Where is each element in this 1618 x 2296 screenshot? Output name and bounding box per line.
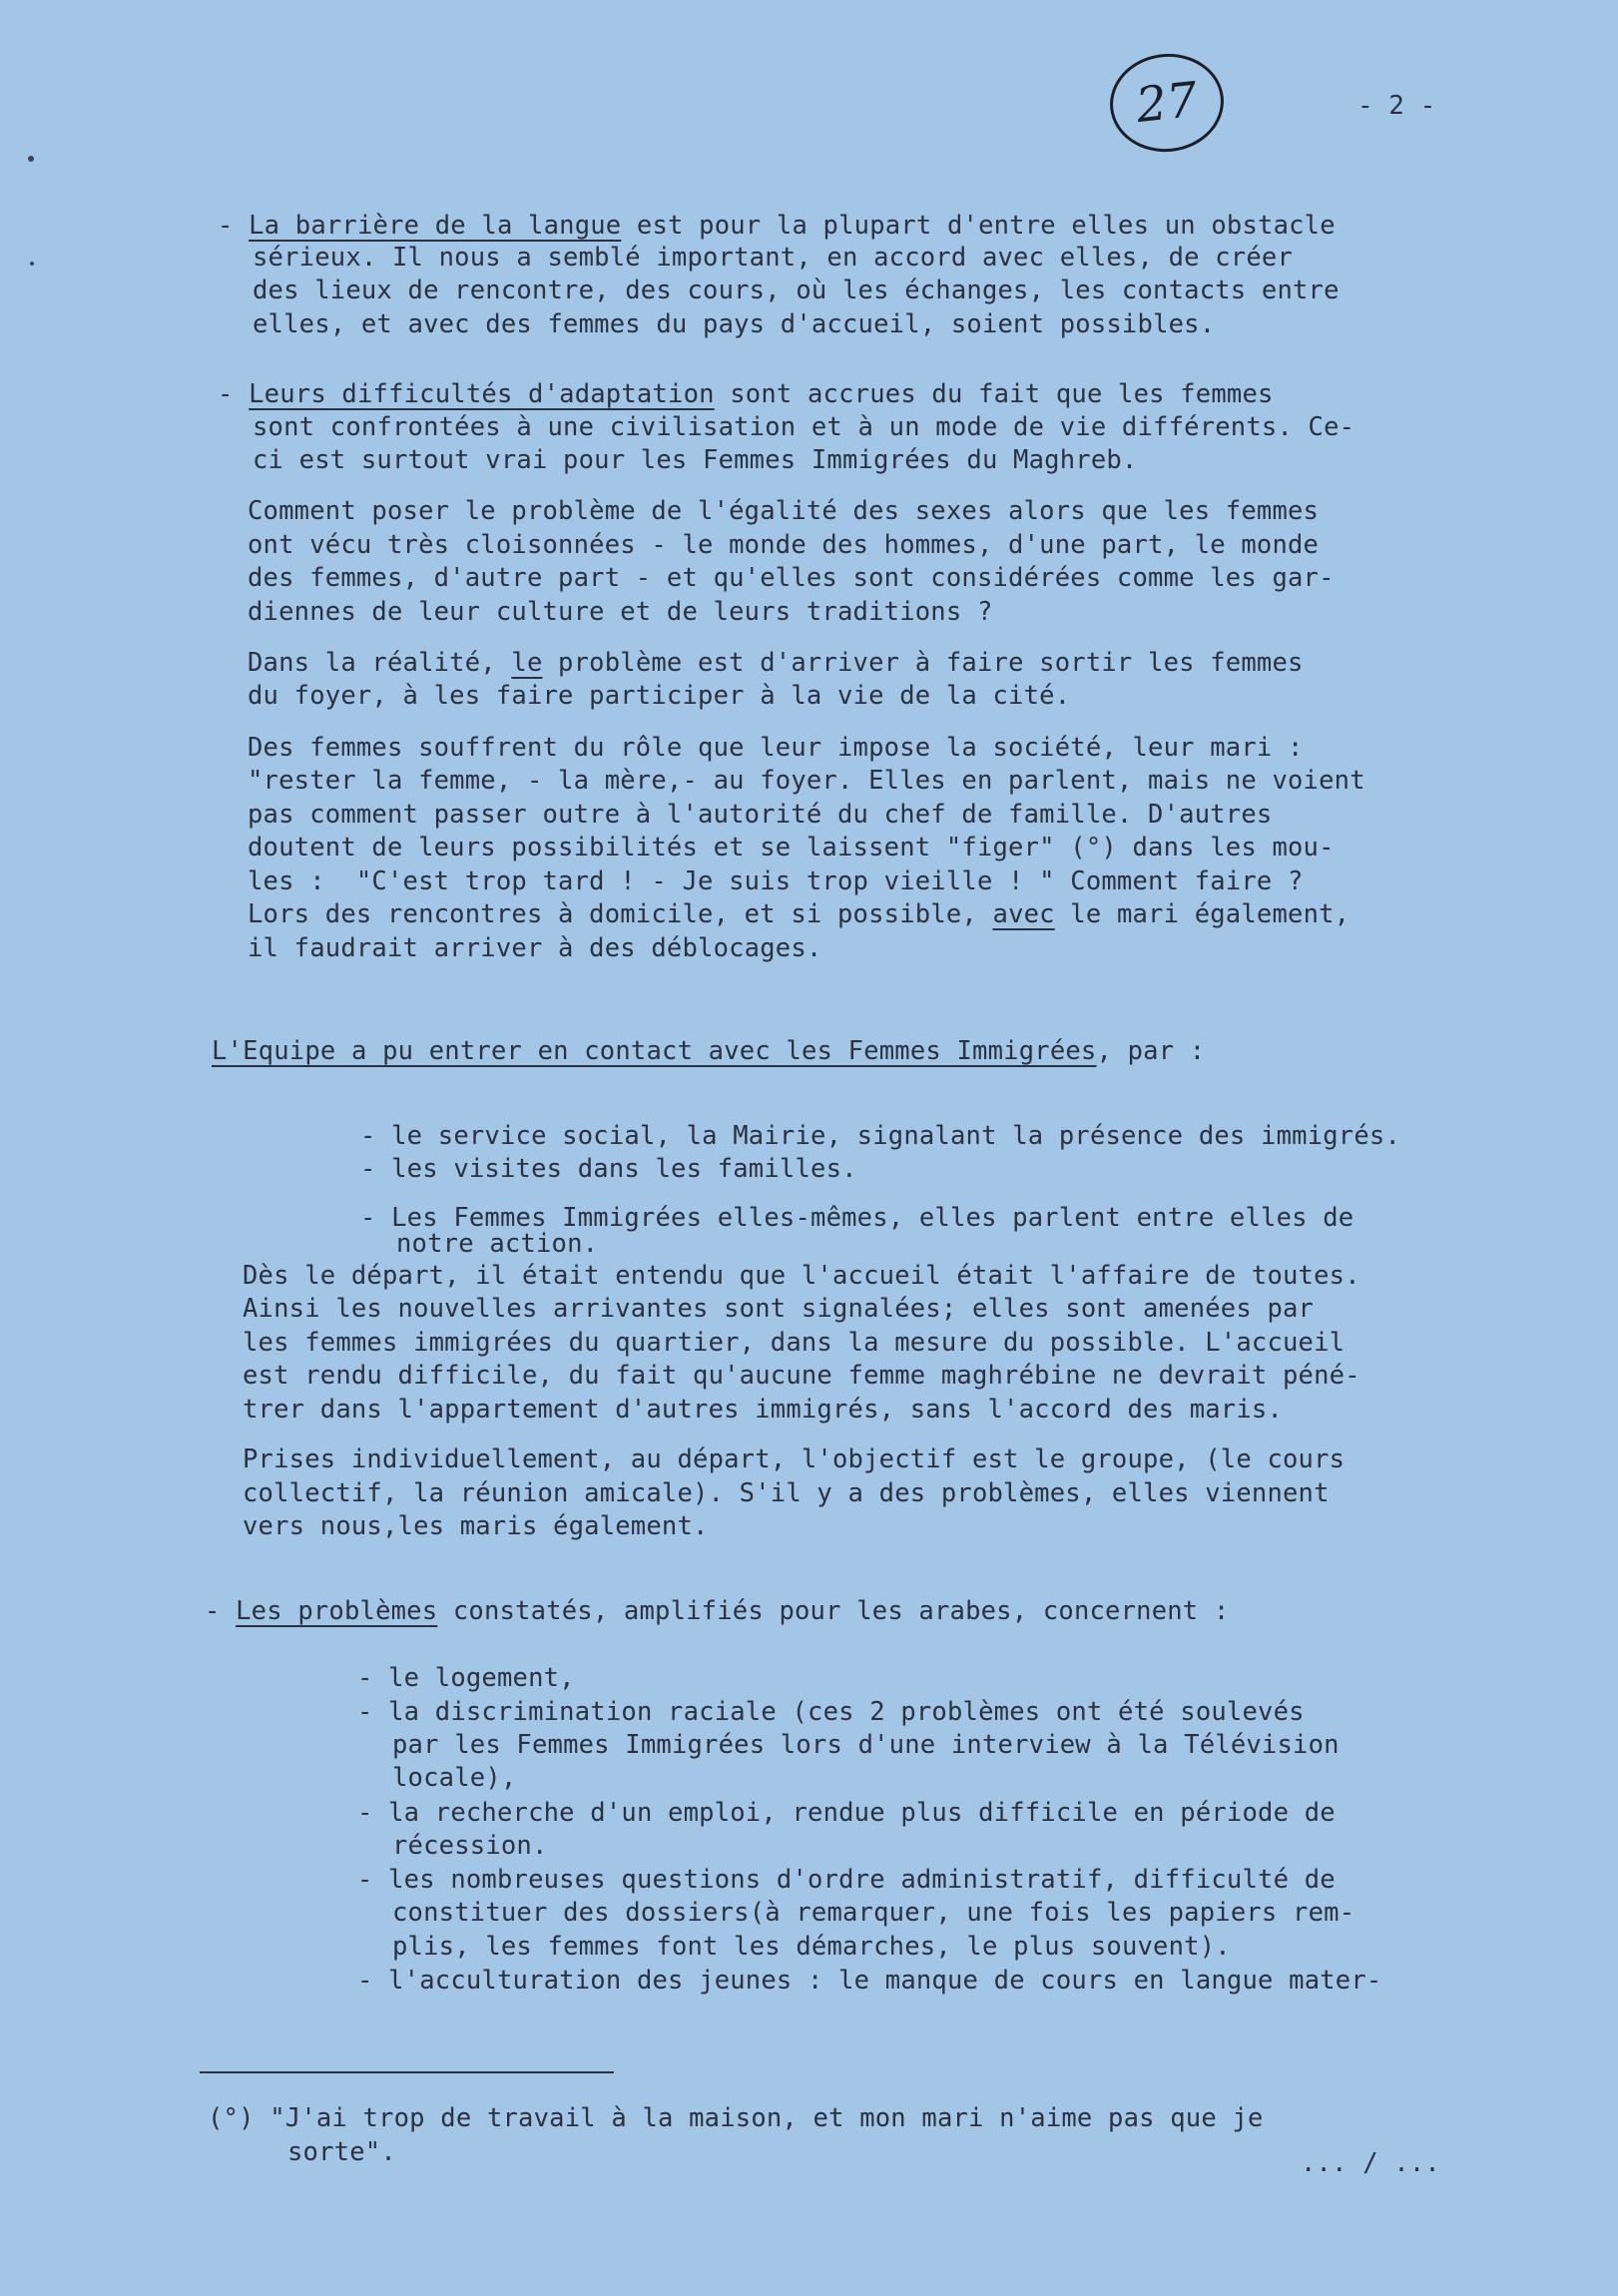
text-span: Lors des rencontres à domicile, et si possible, — [248, 899, 993, 929]
underlined-heading: Les problèmes — [236, 1596, 438, 1626]
text-line — [248, 647, 1304, 679]
text-span: sont accrues du fait que les femmes — [714, 379, 1274, 409]
list-continuation: plis, les femmes font les démarches, le plus souvent). — [392, 1932, 1231, 1962]
text-span: le mari également, — [1054, 899, 1350, 929]
bullet-item: - les visites dans les familles. — [360, 1154, 857, 1184]
list-item: - la recherche d'un emploi, rendue plus difficile en période de — [357, 1798, 1336, 1828]
dash: - — [218, 211, 250, 241]
text-span: problème est d'arriver à faire sortir les femmes — [542, 648, 1304, 678]
text-line — [248, 898, 1349, 930]
list-continuation: récession. — [392, 1831, 548, 1861]
bullet-item: - Les Femmes Immigrées elles-mêmes, elles parlent entre elles de — [360, 1203, 1354, 1233]
text-line: doutent de leurs possibilités et se laissent "figer" (°) dans les mou- — [248, 833, 1335, 862]
margin-speck — [28, 156, 34, 162]
footnote-line: sorte". — [287, 2137, 396, 2167]
text-line: elles, et avec des femmes du pays d'accueil, soient possibles. — [253, 309, 1216, 339]
underlined-phrase: Leurs difficultés d'adaptation — [249, 379, 715, 409]
text-line: pas comment passer outre à l'autorité du chef de famille. D'autres — [248, 800, 1273, 830]
stamp-number: 27 — [1133, 71, 1201, 135]
bullet-continuation: notre action. — [396, 1229, 599, 1259]
section-heading — [212, 1035, 1205, 1067]
text-line: les femmes immigrées du quartier, dans la mesure du possible. L'accueil — [243, 1328, 1346, 1358]
text-span: , par : — [1096, 1036, 1206, 1066]
list-continuation: locale), — [392, 1763, 517, 1793]
page-number: - 2 - — [1357, 91, 1436, 121]
underlined-heading: L'Equipe a pu entrer en contact avec les Femmes Immigrées — [212, 1036, 1097, 1066]
dash: - — [205, 1596, 237, 1626]
text-span: constatés, amplifiés pour les arabes, concernent : — [437, 1596, 1230, 1626]
text-line — [218, 378, 1274, 410]
list-item: - l'acculturation des jeunes : le manque de cours en langue mater- — [357, 1966, 1382, 1996]
text-line: sont confrontées à une civilisation et à un mode de vie différents. Ce- — [253, 412, 1355, 442]
text-line: collectif, la réunion amicale). S'il y a des problèmes, elles viennent — [243, 1478, 1330, 1508]
list-item: - les nombreuses questions d'ordre administratif, difficulté de — [357, 1865, 1336, 1895]
text-line: "rester la femme, - la mère,- au foyer. Elles en parlent, mais ne voient — [248, 766, 1365, 796]
text-line: Dès le départ, il était entendu que l'accueil était l'affaire de toutes. — [243, 1261, 1360, 1291]
text-line: Ainsi les nouvelles arrivantes sont signalées; elles sont amenées par — [243, 1294, 1315, 1324]
underlined-phrase: La barrière de la langue — [249, 211, 622, 241]
text-line: est rendu difficile, du fait qu'aucune femme maghrébine ne devrait péné- — [243, 1361, 1360, 1391]
underlined-word: avec — [992, 899, 1055, 929]
text-span: Dans la réalité, — [248, 648, 512, 678]
text-line: sérieux. Il nous a semblé important, en accord avec elles, de créer — [253, 243, 1294, 273]
section-heading — [205, 1595, 1229, 1627]
text-line: Prises individuellement, au départ, l'objectif est le groupe, (le cours — [243, 1444, 1346, 1474]
footnote-line: (°) "J'ai trop de travail à la maison, et mon mari n'aime pas que je — [208, 2103, 1264, 2133]
bullet-item: - le service social, la Mairie, signalant la présence des immigrés. — [360, 1121, 1401, 1151]
list-item: - le logement, — [357, 1663, 575, 1693]
text-line: diennes de leur culture et de leurs traditions ? — [248, 597, 993, 627]
footnote-rule — [200, 2071, 614, 2073]
list-continuation: par les Femmes Immigrées lors d'une interview à la Télévision — [392, 1730, 1340, 1760]
text-line: ont vécu très cloisonnées - le monde des hommes, d'une part, le monde — [248, 530, 1320, 560]
underlined-word: le — [511, 648, 543, 678]
text-line: Comment poser le problème de l'égalité des sexes alors que les femmes — [248, 496, 1320, 526]
text-line: ci est surtout vrai pour les Femmes Immigrées du Maghreb. — [253, 445, 1138, 475]
text-line — [218, 210, 1336, 242]
margin-speck — [30, 262, 34, 266]
text-line: trer dans l'appartement d'autres immigrés, sans l'accord des maris. — [243, 1395, 1284, 1425]
list-item: - la discrimination raciale (ces 2 problèmes ont été soulevés — [357, 1697, 1305, 1727]
text-line: vers nous,les maris également. — [243, 1511, 709, 1541]
page-stamp — [1105, 48, 1229, 157]
list-continuation: constituer des dossiers(à remarquer, une fois les papiers rem- — [392, 1898, 1355, 1928]
text-line: des femmes, d'autre part - et qu'elles sont considérées comme les gar- — [248, 563, 1335, 593]
text-line: Des femmes souffrent du rôle que leur impose la société, leur mari : — [248, 733, 1304, 763]
text-line: du foyer, à les faire participer à la vie de la cité. — [248, 681, 1071, 711]
continued-marker: ... / ... — [1301, 2148, 1440, 2178]
text-line: il faudrait arriver à des déblocages. — [248, 933, 822, 963]
text-line: des lieux de rencontre, des cours, où les échanges, les contacts entre — [253, 276, 1340, 305]
text-span: est pour la plupart d'entre elles un obstacle — [621, 211, 1336, 241]
dash: - — [218, 379, 250, 409]
text-line: les : "C'est trop tard ! - Je suis trop vieille ! " Comment faire ? — [248, 866, 1304, 896]
